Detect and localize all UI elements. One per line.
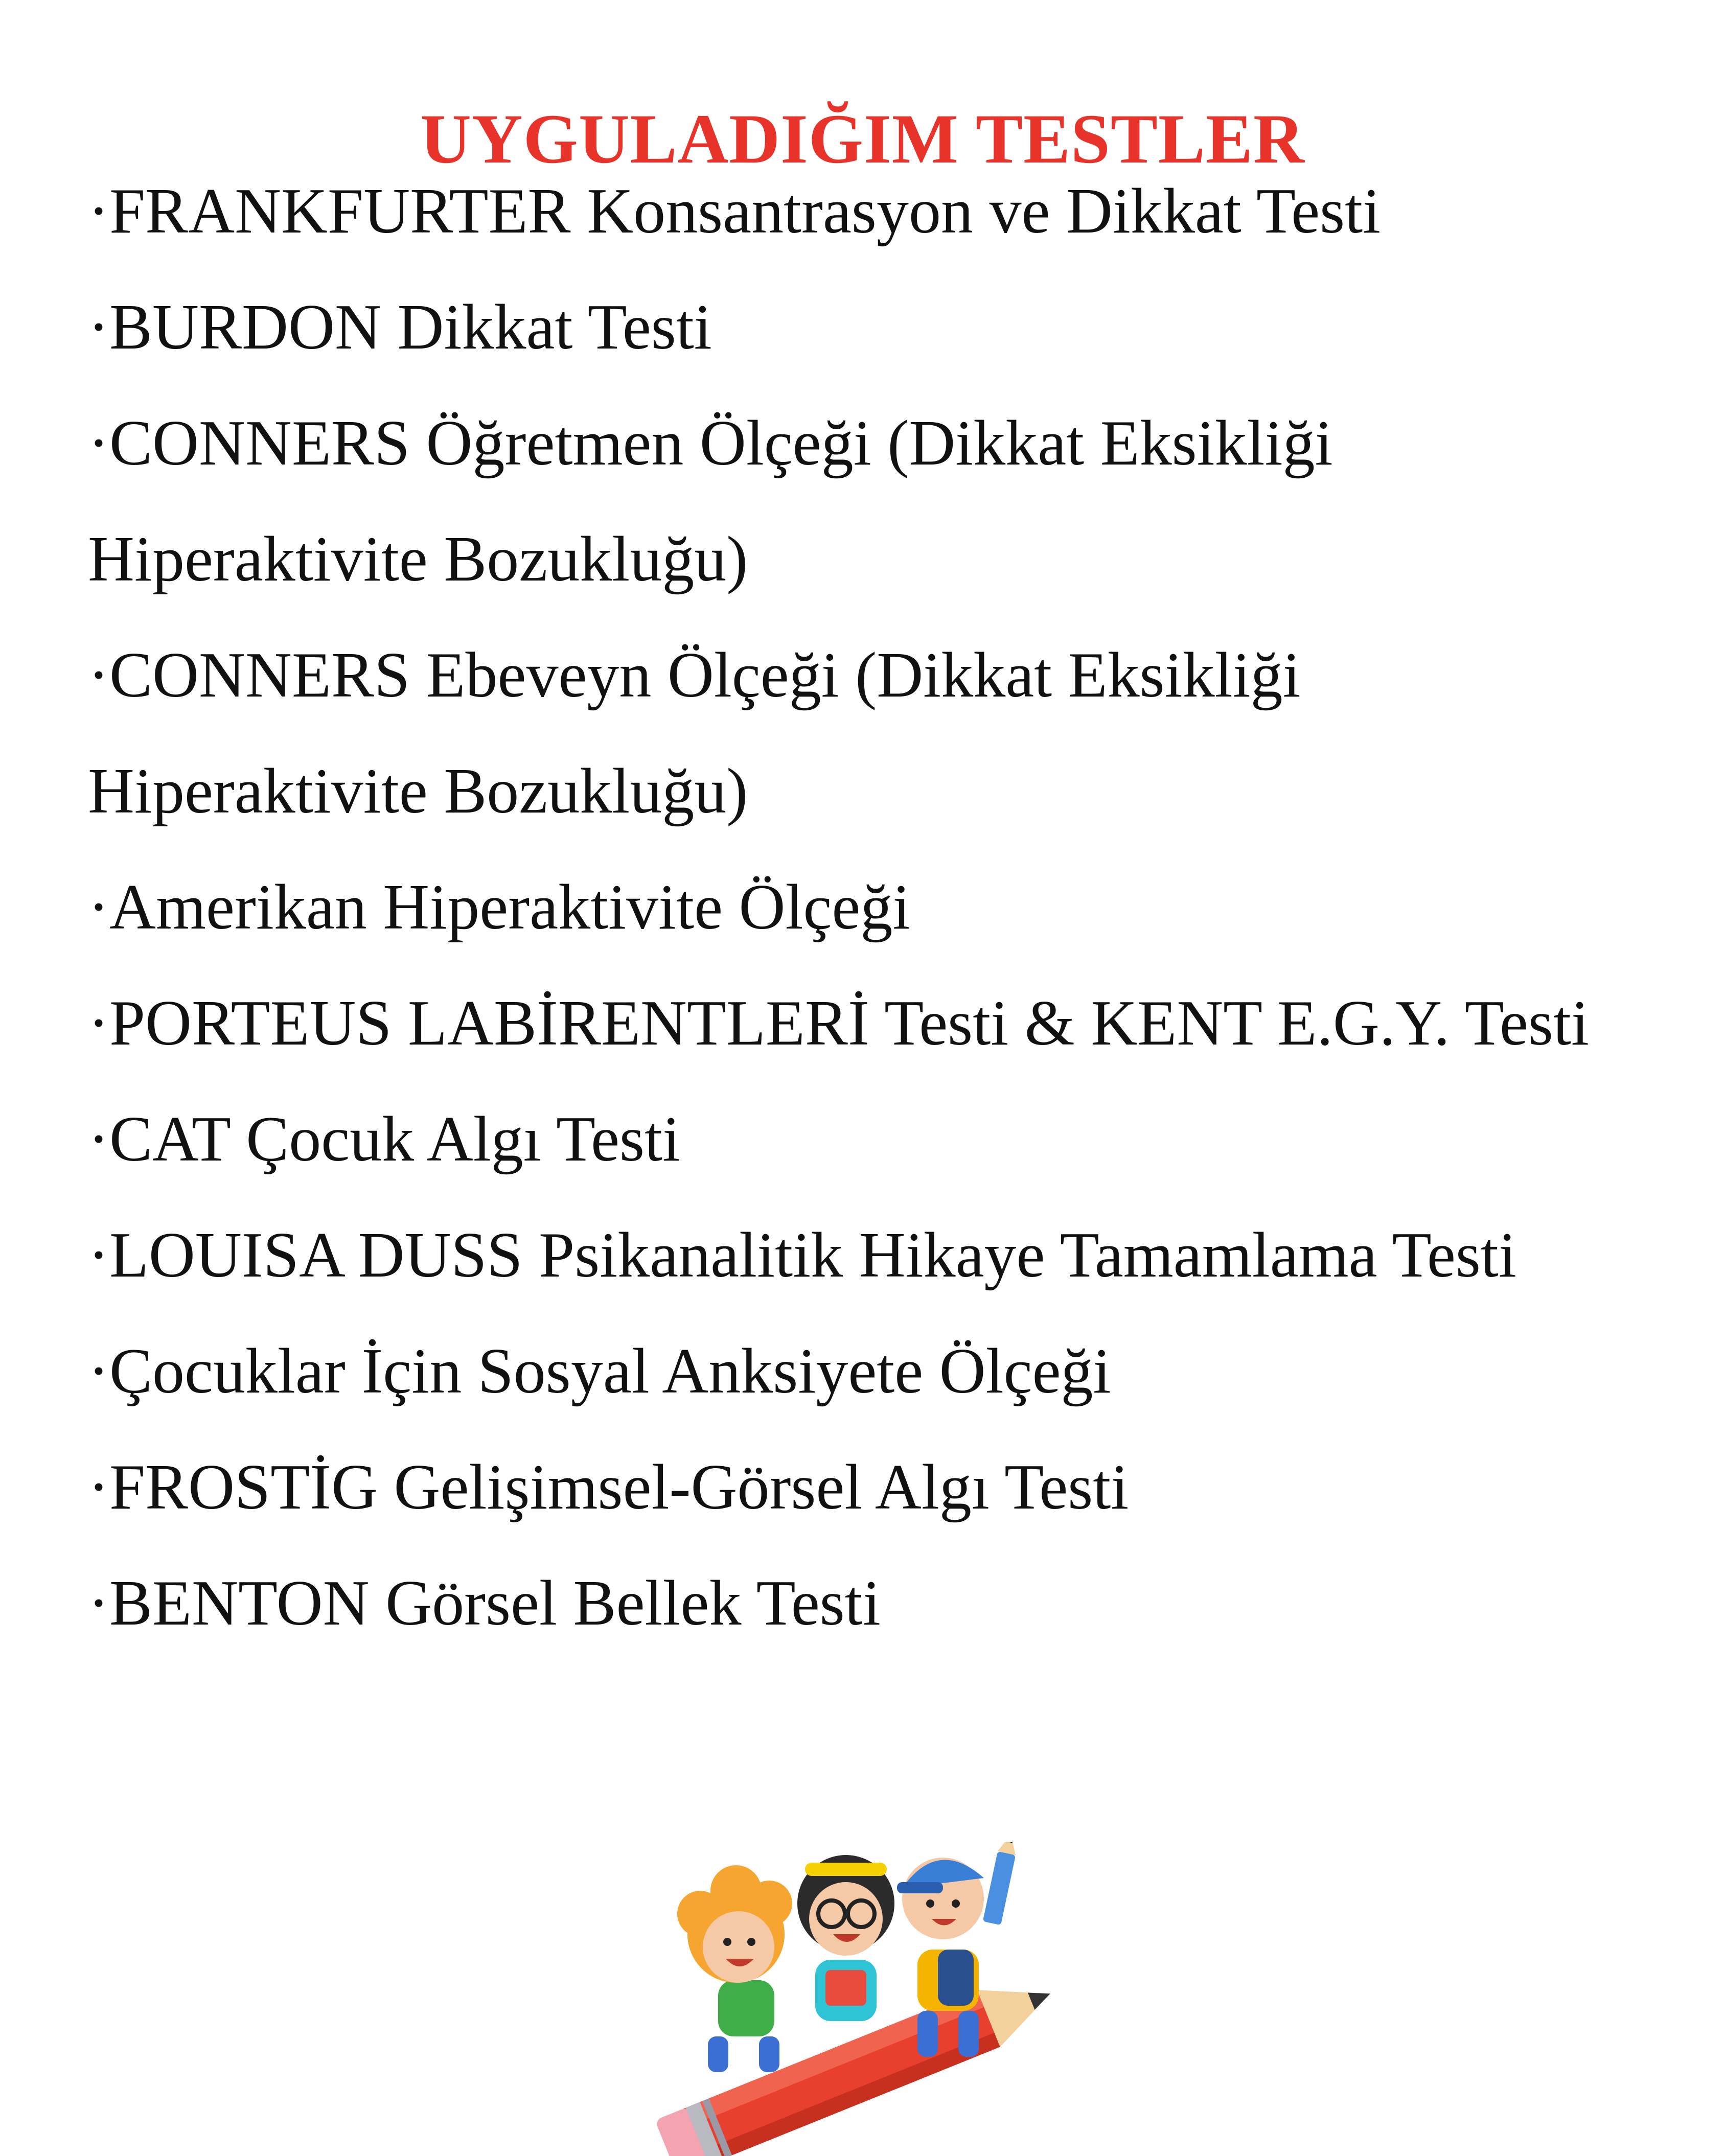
test-item-american-hyperactivity: ·Amerikan Hiperaktivite Ölçeği — [88, 872, 911, 943]
test-item-porteus-kent: ·PORTEUS LABİRENTLERİ Testi & KENT E.G.Y. Testi — [88, 988, 1589, 1059]
test-item-benton: ·BENTON Görsel Bellek Testi — [88, 1568, 881, 1639]
page-title: UYGULADIĞIM TESTLER — [420, 100, 1305, 178]
test-item-frankfurter: ·FRANKFURTER Konsantrasyon ve Dikkat Testi — [88, 176, 1381, 247]
test-item-louisa-duss: ·LOUISA DUSS Psikanalitik Hikaye Tamamlama Testi — [88, 1220, 1516, 1291]
test-item-burdon: ·BURDON Dikkat Testi — [88, 292, 712, 363]
child-orange-hair — [677, 1865, 792, 2072]
test-item-conners-teacher: ·CONNERS Öğretmen Ölçeği (Dikkat Eksikliği Hiperaktivite Bozukluğu) — [88, 408, 1333, 595]
kids-on-pencil-illustration — [631, 1842, 1101, 2156]
test-item-frostig: ·FROSTİG Gelişimsel-Görsel Algı Testi — [88, 1452, 1129, 1523]
test-item-social-anxiety: ·Çocuklar İçin Sosyal Anksiyete Ölçeği — [88, 1336, 1111, 1407]
child-girl-glasses — [797, 1855, 894, 2021]
test-item-cat: ·CAT Çocuk Algı Testi — [88, 1104, 681, 1175]
test-list — [88, 153, 1647, 1661]
test-item-conners-parent: ·CONNERS Ebeveyn Ölçeği (Dikkat Eksikliği Hiperaktivite Bozukluğu) — [88, 640, 1301, 827]
